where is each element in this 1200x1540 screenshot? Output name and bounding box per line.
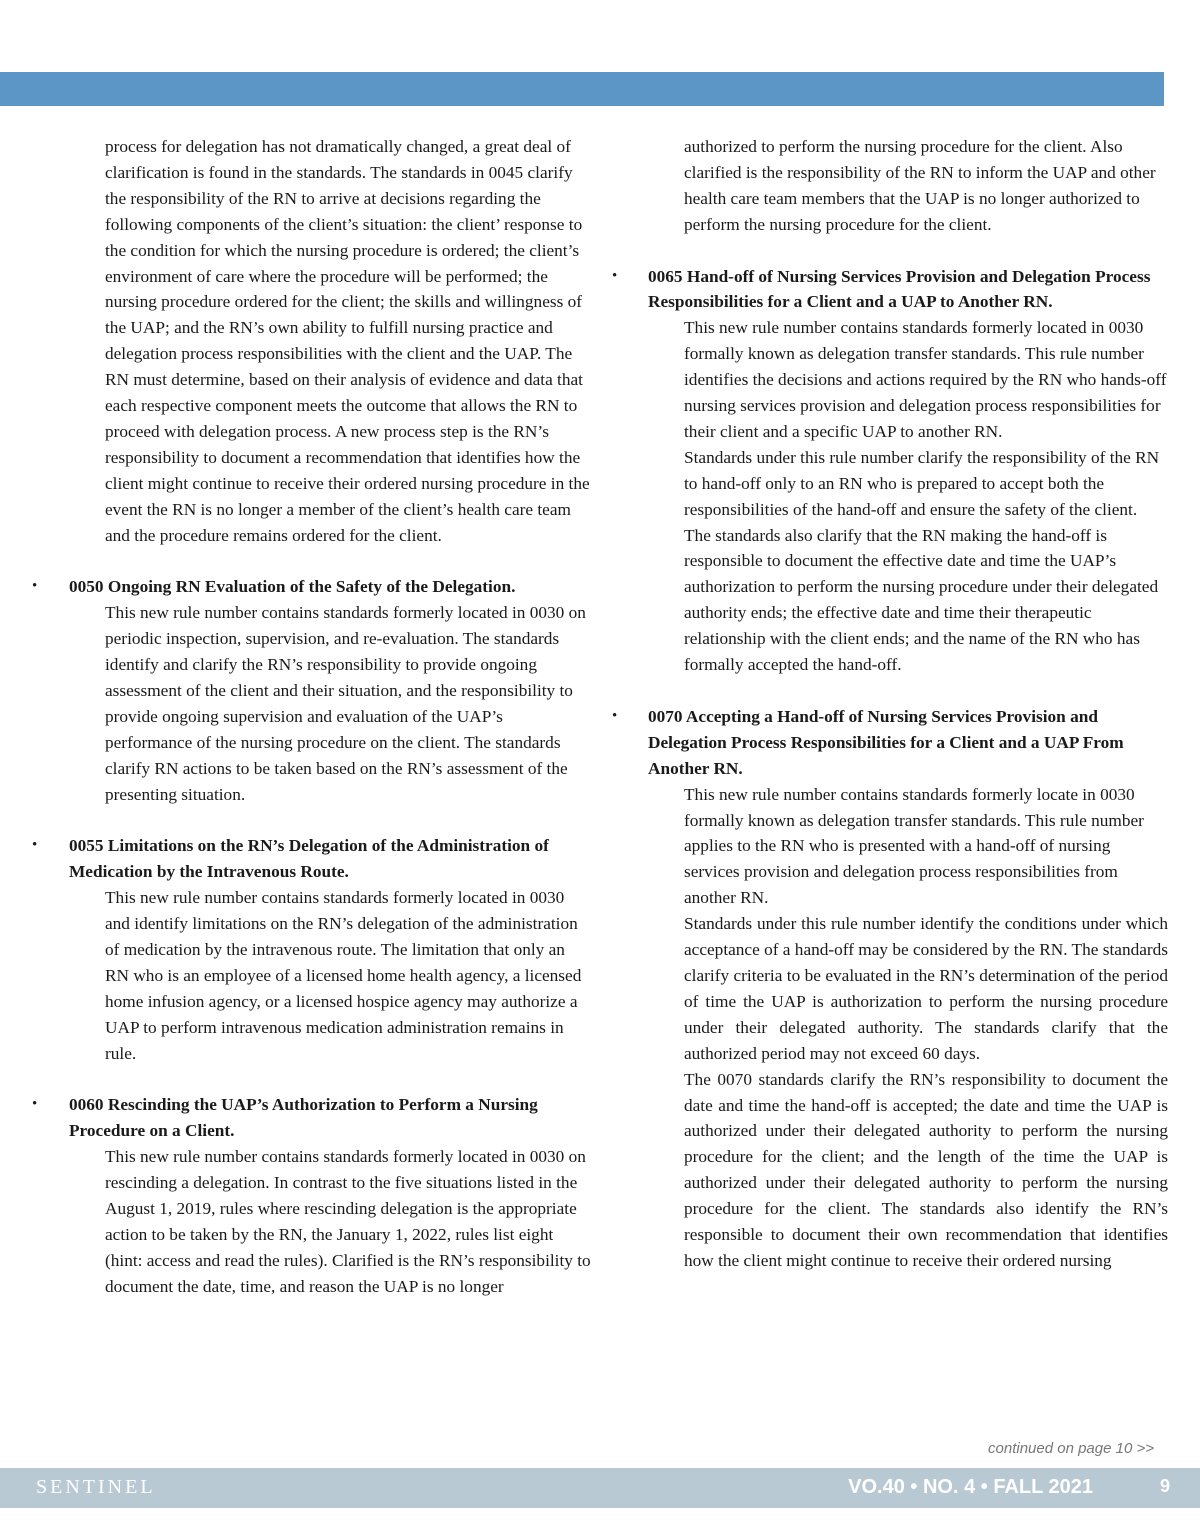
- section-heading: 0050 Ongoing RN Evaluation of the Safety of the Delegation.: [69, 577, 516, 597]
- section-paragraph: Standards under this rule number identify the conditions under which acceptance of a hand-off may be considered by the RN. The standards clarify criteria to be evaluated in the RN’s determination of the period of time the UAP is authorization to perform the nursing procedure under their delegated authority. The standards clarify that the authorized period may not exceed 60 days.: [684, 914, 1169, 1063]
- section-paragraph: This new rule number contains standards formerly located in 0030 on rescinding a delegation. In contrast to the five situations listed in the August 1, 2019, rules where rescinding delegation is the appropriate action to be taken by the RN, the January 1, 2022, rules list eight (hint: access and read the rules). Clarified is the RN’s responsibility to document the date, time, and reason the UAP is no longer: [105, 1147, 591, 1296]
- section-paragraph: Standards under this rule number clarify the responsibility of the RN to hand-off only to an RN who is prepared to accept both the responsibilities of the hand-off and ensure the safety of the client. The standards also clarify that the RN making the hand-off is responsible to document the effective date and time the UAP’s authorization to perform the nursing procedure under their delegated authority ends; the effective date and time their therapeutic relationship with the client ends; and the name of the RN who has formally accepted the hand-off.: [684, 447, 1160, 675]
- continued-paragraph: process for delegation has not dramatically changed, a great deal of clarification is found in the standards. The standards in 0045 clarify the responsibility of the RN to arrive at decisions regarding the following components of the client’s situation: the client’ response to the condition for which the nursing procedure is ordered; the client’s environment of care where the procedure will be performed; the nursing procedure ordered for the client; the skills and willingness of the UAP; and the RN’s own ability to fulfill nursing practice and delegation process responsibilities with the client and the UAP. The RN must determine, based on their analysis of evidence and data that each respective component meets the outcome that allows the RN to proceed with delegation process. A new process step is the RN’s responsibility to document a recommendation that identifies how the client might continue to receive their ordered nursing procedure in the event the RN is no longer a member of the client’s health care team and the procedure remains ordered for the client.: [105, 137, 590, 545]
- section-body: [69, 885, 592, 1066]
- bullet-icon: •: [32, 1096, 38, 1113]
- left-column: [32, 134, 592, 1300]
- section-body: [648, 315, 1168, 678]
- rule-0055-section: [32, 833, 592, 1066]
- section-body: [69, 600, 592, 807]
- footer-brand: SENTINEL: [36, 1476, 156, 1498]
- continued-link[interactable]: continued on page 10 >>: [988, 1440, 1154, 1457]
- rule-0065-section: [612, 264, 1168, 679]
- bullet-icon: •: [612, 267, 618, 284]
- section-heading: 0065 Hand-off of Nursing Services Provision and Delegation Process Responsibilities for a Client and a UAP to Another RN.: [648, 266, 1151, 312]
- bullet-icon: •: [32, 837, 38, 854]
- section-heading: 0070 Accepting a Hand-off of Nursing Services Provision and Delegation Process Responsibilities for a Client and a UAP From Another RN.: [648, 706, 1124, 778]
- rule-0060-section: [32, 1092, 592, 1299]
- continued-paragraph: authorized to perform the nursing procedure for the client. Also clarified is the responsibility of the RN to inform the UAP and other health care team members that the UAP is no longer authorized to perform the nursing procedure for the client.: [684, 137, 1156, 234]
- section-paragraph: This new rule number contains standards formerly located in 0030 formally known as delegation transfer standards. This rule number identifies the decisions and actions required by the RN who hands-off nursing services provision and delegation process responsibilities for their client and a specific UAP to another RN.: [684, 318, 1167, 441]
- footer-issue: VO.40 • NO. 4 • FALL 2021: [848, 1476, 1093, 1498]
- section-paragraph: This new rule number contains standards formerly located in 0030 on periodic inspection, supervision, and re-evaluation. The standards identify and clarify the RN’s responsibility to provide ongoing assessment of the client and their situation, and the responsibility to provide ongoing supervision and evaluation of the UAP’s performance of the nursing procedure on the client. The standards clarify RN actions to be taken based on the RN’s assessment of the presenting situation.: [105, 603, 586, 804]
- bullet-icon: •: [32, 578, 38, 595]
- header-band: [0, 72, 1164, 106]
- section-paragraph: This new rule number contains standards formerly locate in 0030 formally known as delegation transfer standards. This rule number applies to the RN who is presented with a hand-off of nursing services provision and delegation process responsibilities from another RN.: [684, 784, 1144, 908]
- rule-0050-section: [32, 574, 592, 807]
- section-body: [648, 782, 1168, 1274]
- footer-bar: [0, 1468, 1200, 1508]
- bullet-icon: •: [612, 707, 618, 724]
- section-paragraph: This new rule number contains standards formerly located in 0030 and identify limitations on the RN’s delegation of the administration of medication by the intravenous route. The limitation that only an RN who is an employee of a licensed home health agency, a licensed home infusion agency, or a licensed hospice agency may authorize a UAP to perform intravenous medication administration remains in rule.: [105, 888, 582, 1063]
- section-body: [69, 1144, 592, 1299]
- section-heading: 0060 Rescinding the UAP’s Authorization to Perform a Nursing Procedure on a Client.: [69, 1095, 538, 1141]
- section-heading: 0055 Limitations on the RN’s Delegation of the Administration of Medication by the Intravenous Route.: [69, 836, 549, 882]
- rule-0070-section: [612, 704, 1168, 1274]
- page-number: 9: [1159, 1476, 1170, 1496]
- section-paragraph: The 0070 standards clarify the RN’s responsibility to document the date and time the hand-off is accepted; the date and time the UAP is authorized under their delegated authority to perform the nursing procedure for the client; and the length of the time the UAP is authorized under their delegated authority to perform the nursing procedure for the client. The standards also identify the RN’s responsible to document their own recommendation that identifies how the client might continue to receive their ordered nursing: [684, 1069, 1168, 1270]
- right-column: [612, 134, 1168, 1274]
